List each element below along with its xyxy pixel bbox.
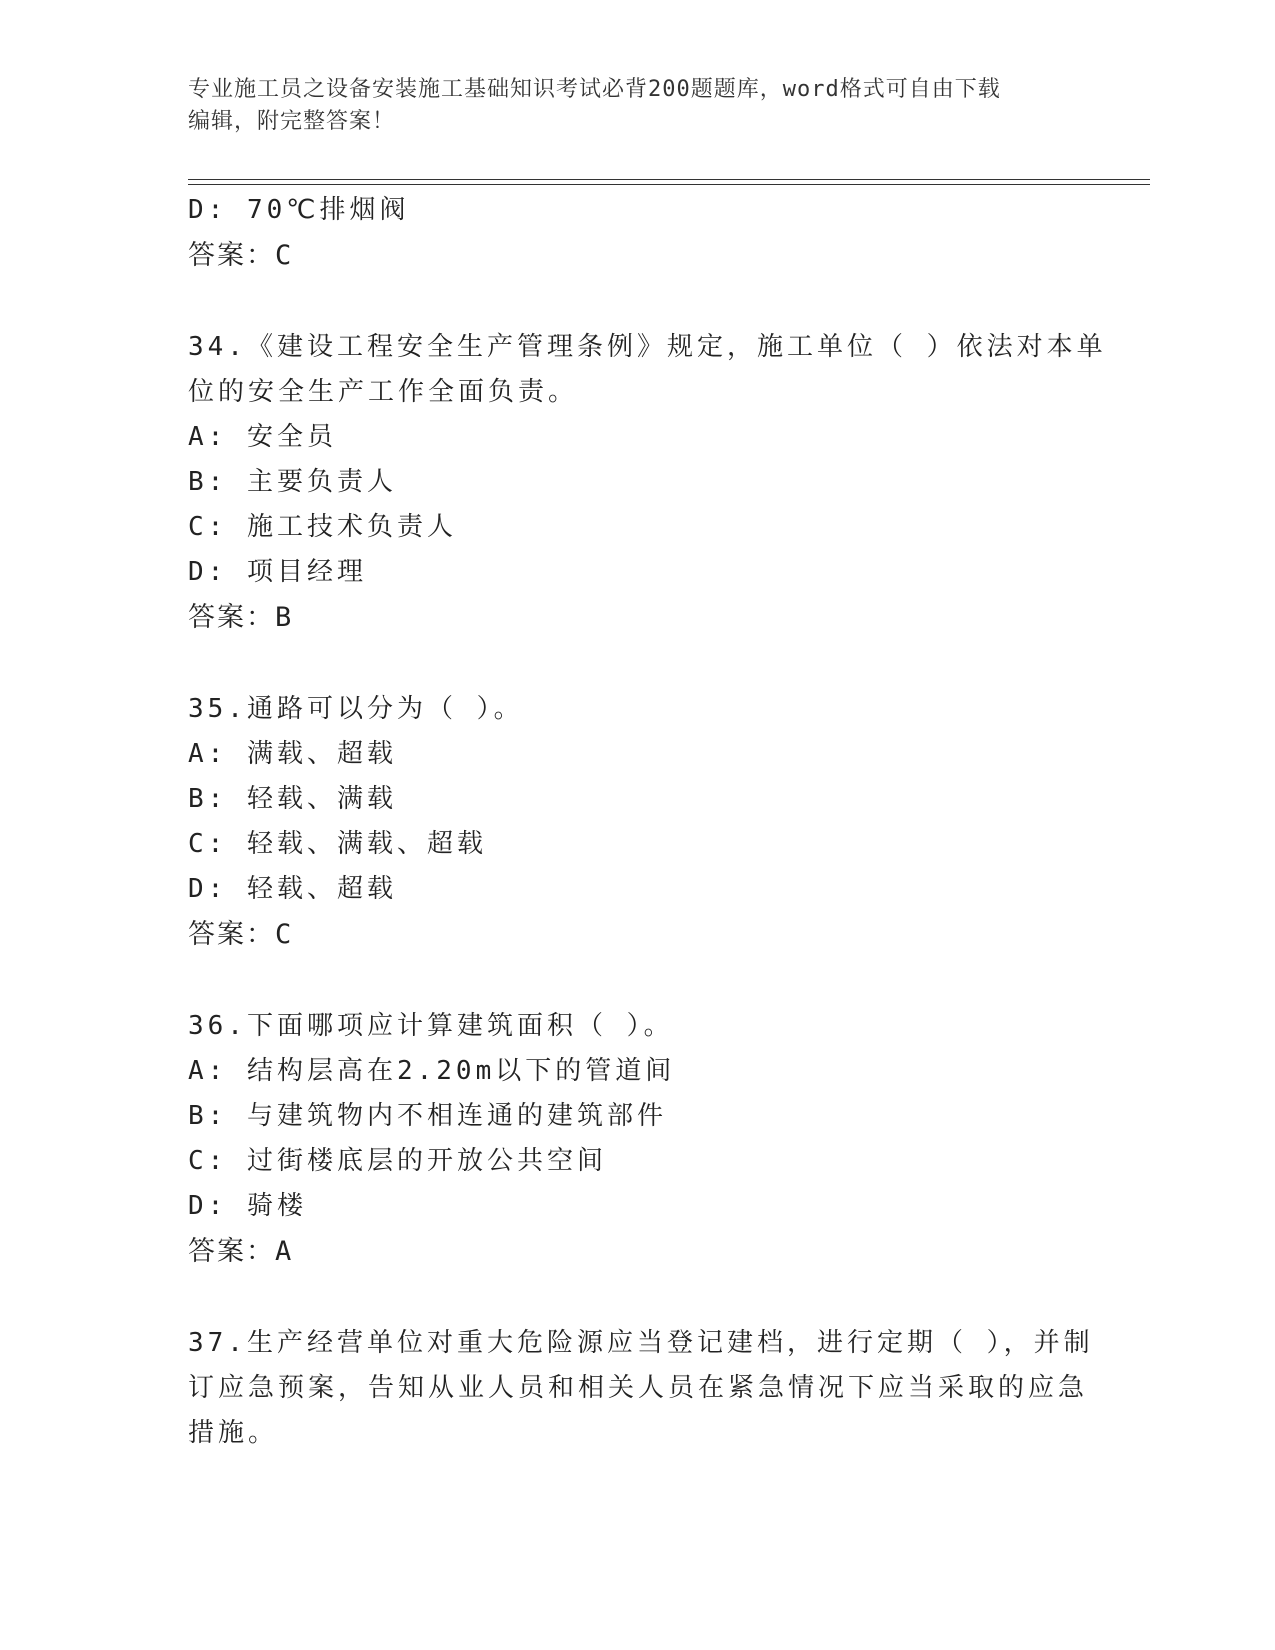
answer-value: B <box>275 602 294 633</box>
option-c: C: 施工技术负责人 <box>188 512 457 542</box>
answer-label: 答案： <box>188 919 275 950</box>
answer-line <box>188 1229 1088 1274</box>
question-stem: 订应急预案，告知从业人员和相关人员在紧急情况下应当采取的应急 <box>188 1373 1089 1403</box>
page-header <box>188 74 1088 138</box>
question-34 <box>188 325 1107 640</box>
header-line-2: 编辑，附完整答案！ <box>188 109 396 134</box>
option-d: D: 70℃排烟阀 <box>188 195 410 225</box>
answer-label: 答案： <box>188 602 275 633</box>
question-stem: 34.《建设工程安全生产管理条例》规定，施工单位（ ）依法对本单 <box>188 332 1107 362</box>
spacer <box>188 278 1088 325</box>
answer-label: 答案： <box>188 1236 275 1267</box>
option-b: B: 主要负责人 <box>188 467 397 497</box>
answer-value: C <box>275 240 294 271</box>
answer-label: 答案： <box>188 240 275 271</box>
answer-line <box>188 595 1088 640</box>
option-b: B: 与建筑物内不相连通的建筑部件 <box>188 1101 667 1131</box>
option-a: A: 结构层高在2.20m以下的管道间 <box>188 1056 676 1086</box>
header-line-1: 专业施工员之设备安装施工基础知识考试必背200题题库，word格式可自由下载 <box>188 77 1001 102</box>
option-c: C: 轻载、满载、超载 <box>188 829 487 859</box>
header-rule-bottom <box>188 184 1150 185</box>
option-d: D: 轻载、超载 <box>188 874 397 904</box>
question-stem: 35.通路可以分为（ ）。 <box>188 694 524 724</box>
question-stem: 措施。 <box>188 1418 279 1448</box>
answer-line <box>188 233 1088 278</box>
question-stem: 位的安全生产工作全面负责。 <box>188 377 579 407</box>
answer-value: C <box>275 919 294 950</box>
question-35 <box>188 687 1088 957</box>
question-stem: 37.生产经营单位对重大危险源应当登记建档，进行定期（ ），并制 <box>188 1328 1094 1358</box>
option-c: C: 过街楼底层的开放公共空间 <box>188 1146 607 1176</box>
question-36 <box>188 1004 1088 1274</box>
option-d: D: 项目经理 <box>188 557 367 587</box>
answer-line <box>188 912 1088 957</box>
option-b: B: 轻载、满载 <box>188 784 397 814</box>
option-a: A: 安全员 <box>188 422 337 452</box>
option-a: A: 满载、超载 <box>188 739 397 769</box>
spacer <box>188 1274 1088 1321</box>
header-rule-top <box>188 179 1150 180</box>
spacer <box>188 640 1088 687</box>
option-d: D: 骑楼 <box>188 1191 307 1221</box>
answer-value: A <box>275 1236 294 1267</box>
document-body <box>188 188 1107 1456</box>
spacer <box>188 957 1088 1004</box>
question-stem: 36.下面哪项应计算建筑面积（ ）。 <box>188 1011 674 1041</box>
question-37 <box>188 1321 1094 1456</box>
